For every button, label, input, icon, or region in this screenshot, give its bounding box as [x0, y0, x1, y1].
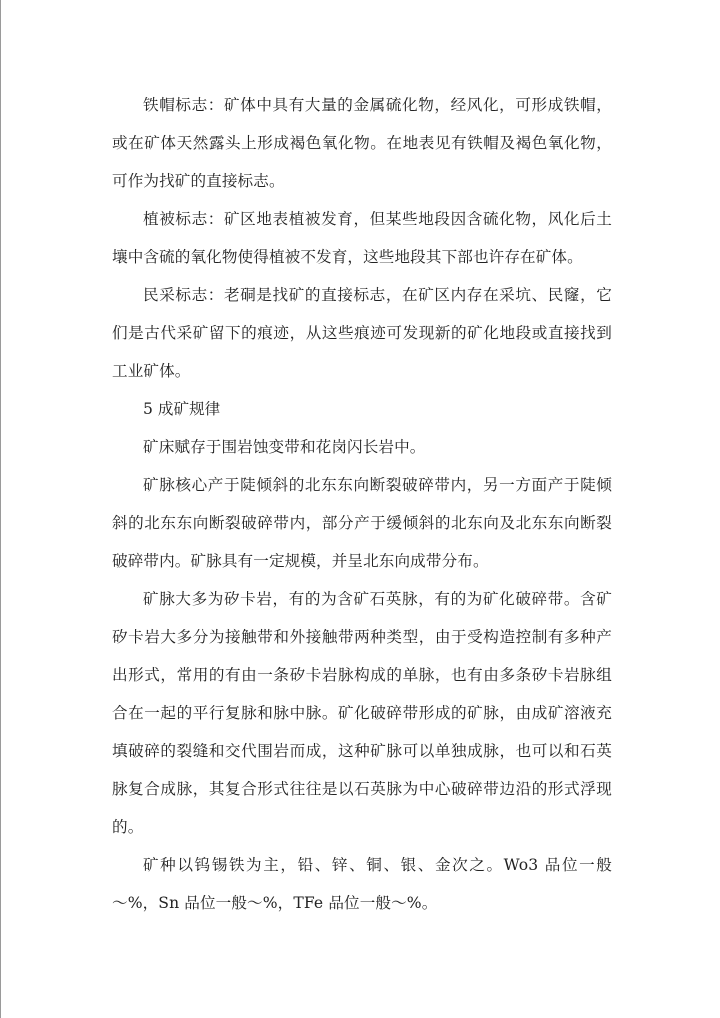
- page-edge-line: [0, 0, 1, 1018]
- paragraph-vegetation-indicator: 植被标志：矿区地表植被发育，但某些地段因含硫化物，风化后土壤中含硫的氧化物使得植被不发育，这些地段其下部也许存在矿体。: [112, 210, 612, 266]
- paragraph-ore-vein-location: 矿脉核心产于陡倾斜的北东东向断裂破碎带内，另一方面产于陡倾斜的北东东向断裂破碎带内，部分产于缓倾斜的北东向及北东东向断裂破碎带内。矿脉具有一定规模，并呈北东向成带分布。: [112, 476, 612, 570]
- paragraph-ore-grades: 矿种以钨锡铁为主，铅、锌、铜、银、金次之。Wo3 品位一般～%，Sn 品位一般～%，TFe 品位一般～%。: [112, 856, 612, 912]
- paragraph-iron-cap-indicator: 铁帽标志：矿体中具有大量的金属硫化物，经风化，可形成铁帽，或在矿体天然露头上形成褐色氧化物。在地表见有铁帽及褐色氧化物，可作为找矿的直接标志。: [112, 96, 612, 190]
- paragraph-ore-host: 矿床赋存于围岩蚀变带和花岗闪长岩中。: [143, 438, 426, 456]
- section-heading: 5 成矿规律: [143, 400, 221, 418]
- paragraph-mining-trace-indicator: 民采标志：老硐是找矿的直接标志，在矿区内存在采坑、民窿，它们是古代采矿留下的痕迹，从这些痕迹可发现新的矿化地段或直接找到工业矿体。: [112, 286, 612, 380]
- paragraph-ore-vein-types: 矿脉大多为矽卡岩，有的为含矿石英脉，有的为矿化破碎带。含矿矽卡岩大多分为接触带和外接触带两种类型，由于受构造控制有多种产出形式，常用的有由一条矽卡岩脉构成的单脉，也有由多条矽卡岩脉组合在一起的平行复脉和脉中脉。矿化破碎带形成的矿脉，由成矿溶液充填破碎的裂缝和交代围岩而成，这种矿脉可以单独成脉，也可以和石英脉复合成脉，其复合形式往往是以石英脉为中心破碎带边沿的形式浮现的。: [112, 590, 612, 836]
- document-body: [112, 86, 612, 922]
